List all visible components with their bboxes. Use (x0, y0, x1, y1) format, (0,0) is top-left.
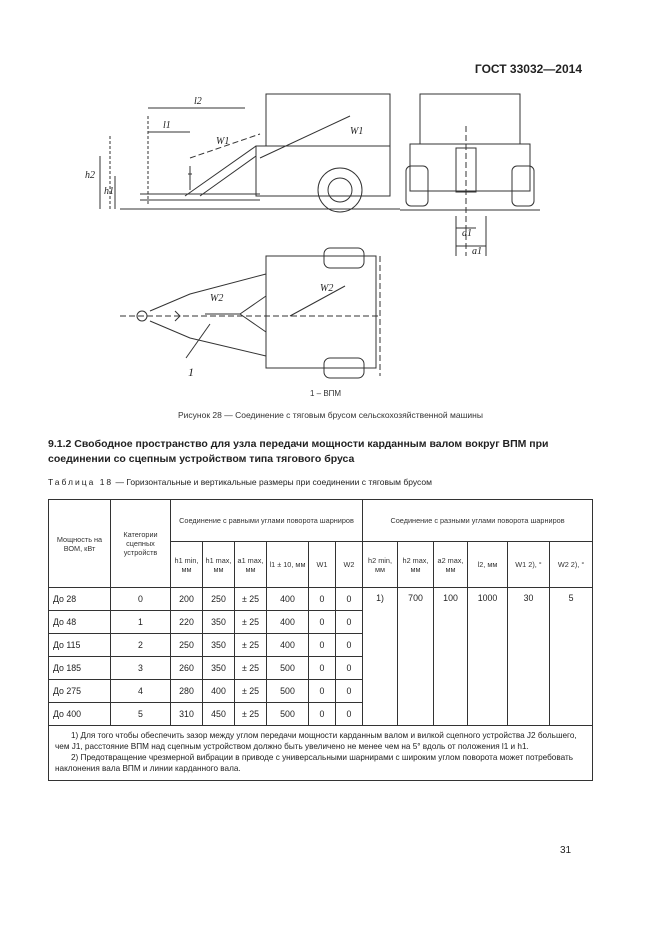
cell-category: 3 (111, 657, 171, 680)
side-drawbar (140, 194, 260, 200)
side-drawbar-upper (185, 146, 256, 196)
header-h2-min: h2 min, мм (363, 542, 398, 588)
cell-h1-max: 250 (203, 588, 235, 611)
cell-category: 4 (111, 680, 171, 703)
table-caption-prefix: Таблица 18 (48, 477, 114, 487)
callout-leader (186, 324, 210, 358)
header-w1: W1 (309, 542, 336, 588)
table-footnotes (49, 726, 593, 781)
figure-legend: 1 – ВПМ (310, 389, 342, 398)
header-a1: a1 max, мм (235, 542, 267, 588)
header-category: Категории сцепных устройств (111, 500, 171, 588)
side-wheel-hub (328, 178, 352, 202)
cell-power: До 48 (49, 611, 111, 634)
page-number: 31 (560, 845, 572, 856)
side-drawbar-lower (200, 156, 256, 196)
header-h1-max: h1 max, мм (203, 542, 235, 588)
side-dim-lines (100, 156, 115, 209)
technical-drawing (80, 86, 600, 411)
side-wheel (318, 168, 362, 212)
top-shaft (290, 286, 345, 316)
header-l1: l1 ± 10, мм (267, 542, 309, 588)
side-shaft (260, 116, 350, 158)
cell-power: До 28 (49, 588, 111, 611)
label-l2: l2 (194, 96, 202, 107)
cell-h1-min: 260 (171, 657, 203, 680)
cell-a1: ± 25 (235, 588, 267, 611)
cell-h1-max: 400 (203, 680, 235, 703)
cell-l1: 400 (267, 634, 309, 657)
table-row (49, 588, 593, 611)
cell-a1: ± 25 (235, 703, 267, 726)
cell-a1: ± 25 (235, 611, 267, 634)
cell-W2: 5 (550, 588, 593, 726)
cell-l1: 500 (267, 703, 309, 726)
cell-category: 0 (111, 588, 171, 611)
cell-power: До 275 (49, 680, 111, 703)
cell-h1-min: 250 (171, 634, 203, 657)
cell-power: До 400 (49, 703, 111, 726)
footnote-2: 2) Предотвращение чрезмерной вибрации в приводе с универсальными шарнирами с широким углом поворота может потребовать наклонения вала ВПМ и линии карданного вала. (55, 753, 574, 773)
cell-h1-max: 450 (203, 703, 235, 726)
cell-h2-max: 700 (398, 588, 434, 726)
cell-category: 2 (111, 634, 171, 657)
cell-l1: 500 (267, 680, 309, 703)
dimensions-table (48, 499, 593, 781)
cell-w1: 0 (309, 703, 336, 726)
header-w2: W2 (336, 542, 363, 588)
cell-w2: 0 (336, 657, 363, 680)
label-l1: l1 (163, 120, 171, 131)
side-body-top (266, 94, 390, 146)
standard-header: ГОСТ 33032—2014 (474, 62, 582, 76)
label-a1-lower: a1 (472, 246, 482, 257)
figure-caption: Рисунок 28 — Соединение с тяговым брусом сельскохозяйственной машины (178, 410, 483, 420)
cell-w2: 0 (336, 634, 363, 657)
cell-l1: 400 (267, 611, 309, 634)
table-caption-text: — Горизонтальные и вертикальные размеры при соединении с тяговым брусом (113, 477, 432, 487)
cell-w1: 0 (309, 634, 336, 657)
header-h1-min: h1 min, мм (171, 542, 203, 588)
cell-l2: 1000 (468, 588, 508, 726)
cell-category: 1 (111, 611, 171, 634)
header-W1: W1 2), ° (508, 542, 550, 588)
cell-category: 5 (111, 703, 171, 726)
footnote-1: 1) Для того чтобы обеспечить зазор между углом передачи мощности карданным валом и вилкой сцепного устройства J2 большего, чем J1, расстояние ВПМ над сцепным устройством должно быть увеличено не менее чем на 5° вдоль от положения l1 и h1. (55, 731, 577, 751)
cell-w2: 0 (336, 611, 363, 634)
top-frame (266, 256, 376, 368)
header-h2-max: h2 max, мм (398, 542, 434, 588)
label-h1: h1 (104, 186, 114, 197)
cell-W1: 30 (508, 588, 550, 726)
header-group-different: Соединение с разными углами поворота шарниров (363, 500, 593, 542)
cell-a1: ± 25 (235, 680, 267, 703)
side-vpm (188, 166, 192, 190)
cell-w2: 0 (336, 680, 363, 703)
cell-l1: 500 (267, 657, 309, 680)
header-a2: a2 max, мм (434, 542, 468, 588)
rear-wheel-right (512, 166, 534, 206)
cell-h2-min: 1) (363, 588, 398, 726)
cell-w2: 0 (336, 588, 363, 611)
top-wheel-upper (324, 248, 364, 268)
label-w2-top: W2 (320, 283, 334, 294)
cell-power: До 185 (49, 657, 111, 680)
cell-a1: ± 25 (235, 657, 267, 680)
header-power: Мощность на ВОМ, кВт (49, 500, 111, 588)
cell-w1: 0 (309, 680, 336, 703)
side-body-frame (256, 146, 390, 196)
cell-w1: 0 (309, 657, 336, 680)
label-a1-upper: a1 (462, 228, 472, 239)
cell-l1: 400 (267, 588, 309, 611)
cell-w1: 0 (309, 588, 336, 611)
rear-wheel-left (406, 166, 428, 206)
cell-h1-min: 310 (171, 703, 203, 726)
cell-h1-min: 280 (171, 680, 203, 703)
header-l2: l2, мм (468, 542, 508, 588)
label-w2-left: W2 (210, 293, 224, 304)
cell-power: До 115 (49, 634, 111, 657)
header-W2: W2 2), ° (550, 542, 593, 588)
table-caption (48, 477, 608, 487)
cell-a2: 100 (434, 588, 468, 726)
rear-body (420, 94, 520, 144)
cell-h1-max: 350 (203, 611, 235, 634)
label-w1-rear: W1 (350, 126, 364, 137)
cell-w1: 0 (309, 611, 336, 634)
label-h2: h2 (85, 170, 95, 181)
top-drawbar (150, 274, 266, 356)
cell-w2: 0 (336, 703, 363, 726)
cell-h1-max: 350 (203, 657, 235, 680)
header-group-equal: Соединение с равными углами поворота шарниров (171, 500, 363, 542)
label-callout: 1 (188, 365, 194, 379)
cell-h1-max: 350 (203, 634, 235, 657)
label-w1-side: W1 (216, 136, 230, 147)
section-title: 9.1.2 Свободное пространство для узла передачи мощности карданным валом вокруг ВПМ при соединении со сцепным устройством типа тягового бруса (48, 438, 549, 465)
cell-a1: ± 25 (235, 634, 267, 657)
cell-h1-min: 220 (171, 611, 203, 634)
cell-h1-min: 200 (171, 588, 203, 611)
